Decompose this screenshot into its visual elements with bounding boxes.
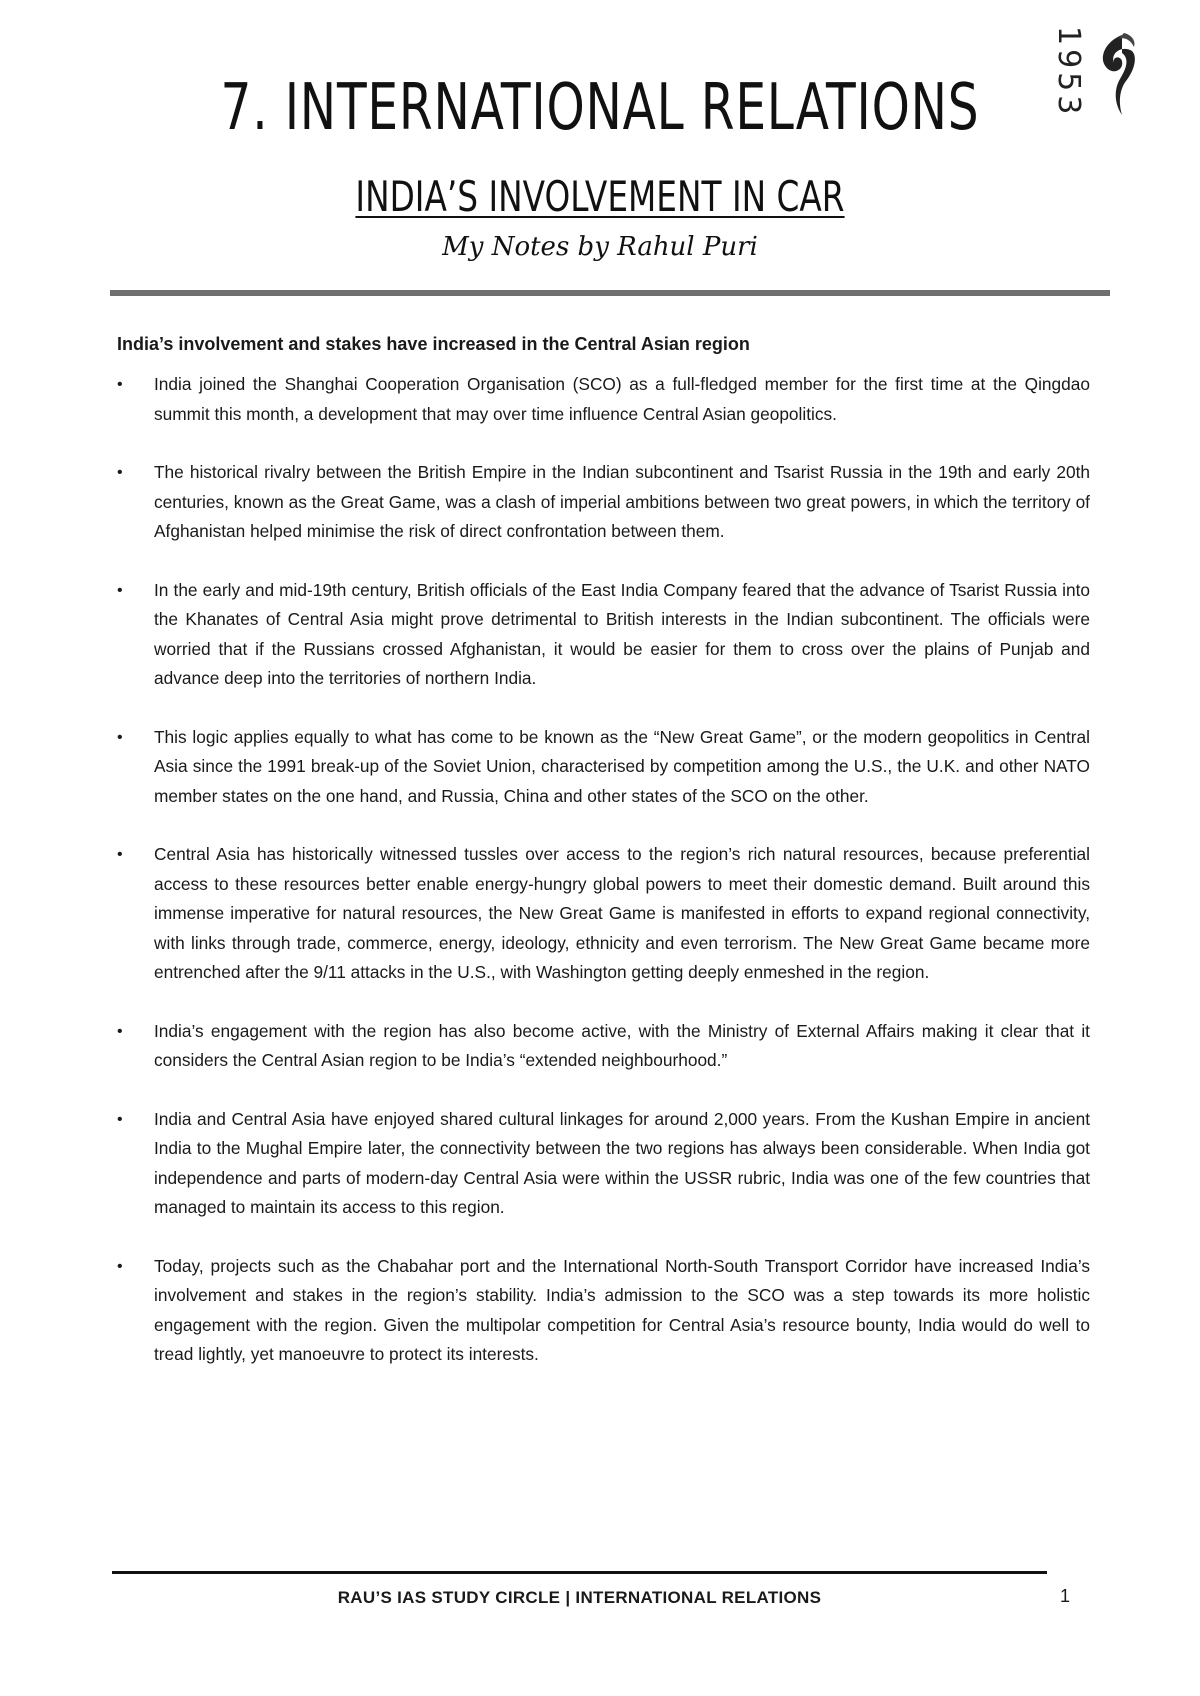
list-item <box>117 1017 1090 1076</box>
publisher-logo <box>1050 25 1140 120</box>
bullet-list <box>117 370 1090 1370</box>
page-title: 7. INTERNATIONAL RELATIONS <box>220 71 980 145</box>
list-item-text: Today, projects such as the Chabahar port and the International North-South Transport Corridor have increased India’s involvement and stakes in the region’s stability. India’s admission to the SCO was a step towards its more holistic engagement with the region. Given the multipolar competition for Central Asia’s resource bounty, India would do well to tread lightly, yet manoeuvre to protect its interests. <box>154 1255 1090 1364</box>
list-item <box>117 1252 1090 1370</box>
bullet-icon: • <box>117 1257 123 1275</box>
list-item-text: India’s engagement with the region has also become active, with the Ministry of External Affairs making it clear that it considers the Central Asian region to be India’s “extended neighbourhood.” <box>154 1020 1090 1070</box>
bullet-icon: • <box>117 376 123 393</box>
logo-year: 1953 <box>1051 26 1086 119</box>
bullet-icon: • <box>117 581 123 599</box>
list-item <box>117 458 1090 547</box>
bullet-icon: • <box>117 464 123 481</box>
list-item <box>117 576 1090 694</box>
section-heading: India’s involvement and stakes have increased in the Central Asian region <box>117 334 750 354</box>
bullet-icon: • <box>117 1022 123 1040</box>
footer-divider <box>112 1571 1047 1574</box>
bullet-icon: • <box>117 728 123 746</box>
list-item <box>117 840 1090 988</box>
list-item <box>117 370 1090 429</box>
page-number: 1 <box>1060 1586 1071 1606</box>
list-item-text: In the early and mid-19th century, British officials of the East India Company feared that the advance of Tsarist Russia into the Khanates of Central Asia might prove detrimental to British interests in the Indian subcontinent. The officials were worried that if the Russians crossed Afghanistan, it would be easier for them to cross over the plains of Punjab and advance deep into the territories of northern India. <box>154 579 1090 688</box>
page-footer: RAU’S IAS STUDY CIRCLE | INTERNATIONAL RELATIONS <box>337 1588 822 1607</box>
bullet-icon: • <box>117 846 123 863</box>
list-item <box>117 1105 1090 1223</box>
page-subtitle: INDIA’S INVOLVEMENT IN CAR <box>355 172 845 221</box>
rau-ias-logo-mark-icon <box>1092 31 1140 119</box>
header-divider <box>110 290 1110 296</box>
bullet-icon: • <box>117 1110 123 1128</box>
list-item-text: The historical rivalry between the British Empire in the Indian subcontinent and Tsarist Russia in the 19th and early 20th centuries, known as the Great Game, was a clash of imperial ambitions between two great powers, in which the territory of Afghanistan helped minimise the risk of direct confrontation between them. <box>154 462 1090 541</box>
notes-content <box>117 332 1090 1399</box>
list-item-text: Central Asia has historically witnessed tussles over access to the region’s rich natural resources, because preferential access to these resources better enable energy-hungry global powers to meet their domestic demand. Built around this immense imperative for natural resources, the New Great Game is manifested in efforts to expand regional connectivity, with links through trade, commerce, energy, ideology, ethnicity and even terrorism. The New Great Game became more entrenched after the 9/11 attacks in the U.S., with Washington getting deeply enmeshed in the region. <box>154 844 1090 982</box>
list-item-text: India and Central Asia have enjoyed shared cultural linkages for around 2,000 years. From the Kushan Empire in ancient India to the Mughal Empire later, the connectivity between the two regions has always been considerable. When India got independence and parts of modern-day Central Asia were within the USSR rubric, India was one of the few countries that managed to maintain its access to this region. <box>154 1108 1090 1217</box>
list-item-text: This logic applies equally to what has come to be known as the “New Great Game”, or the modern geopolitics in Central Asia since the 1991 break-up of the Soviet Union, characterised by competition among the U.S., the U.K. and other NATO member states on the one hand, and Russia, China and other states of the SCO on the other. <box>154 726 1090 806</box>
author-line: My Notes by Rahul Puri <box>442 232 758 262</box>
list-item-text: India joined the Shanghai Cooperation Organisation (SCO) as a full-fledged member for the first time at the Qingdao summit this month, a development that may over time influence Central Asian geopolitics. <box>154 374 1090 424</box>
list-item <box>117 723 1090 812</box>
